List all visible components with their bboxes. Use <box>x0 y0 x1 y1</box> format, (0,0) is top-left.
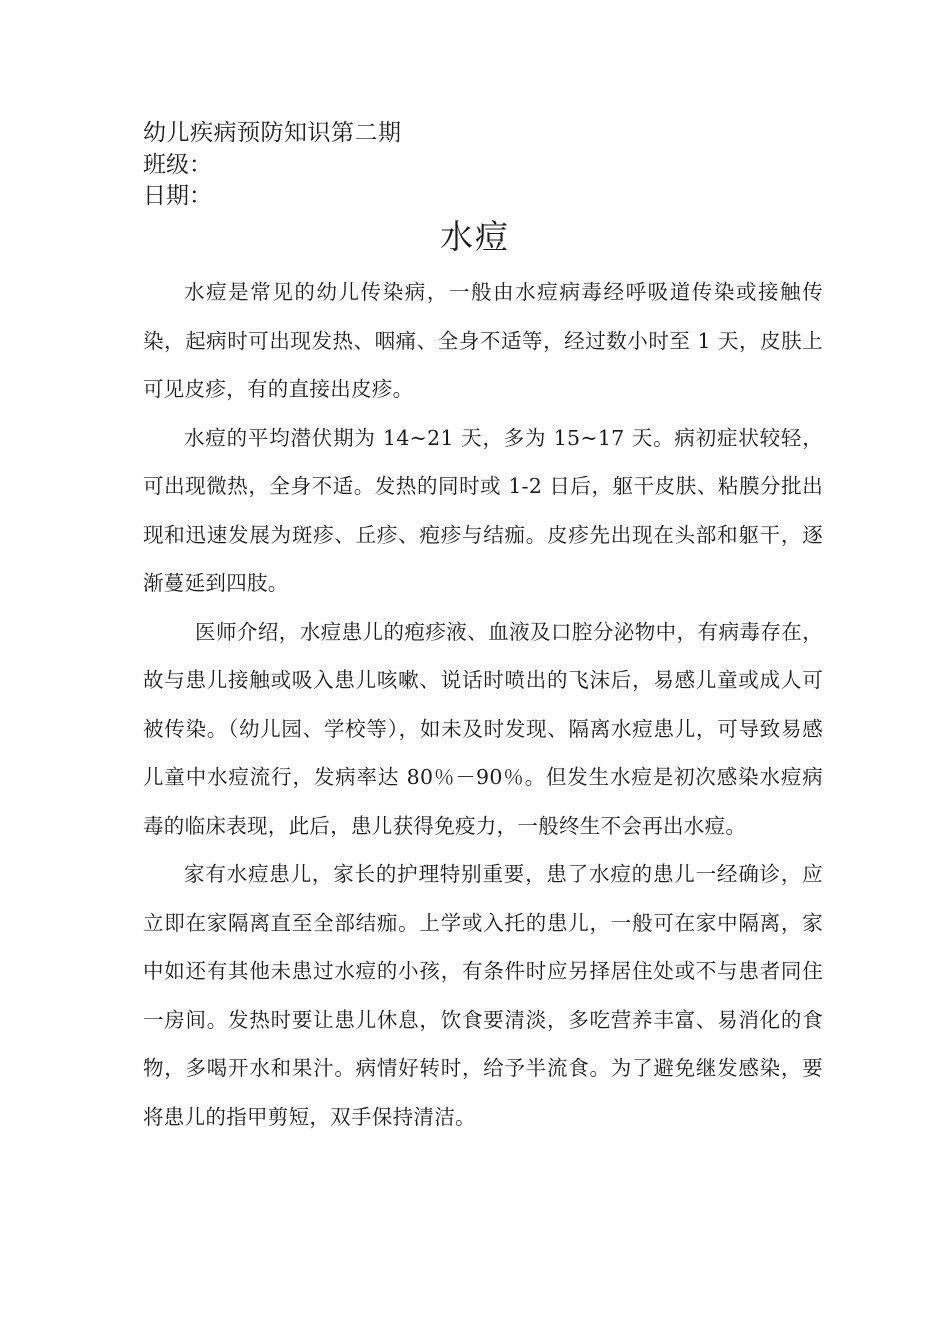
paragraph-1: 水痘是常见的幼儿传染病，一般由水痘病毒经呼吸道传染或接触传染，起病时可出现发热、咽痛、全身不适等，经过数小时至 1 天，皮肤上可见皮疹，有的直接出皮疹。 <box>143 280 823 401</box>
paragraph-2: 水痘的平均潜伏期为 14~21 天，多为 15~17 天。病初症状较轻，可出现微热，全身不适。发热的同时或 1-2 日后，躯干皮肤、粘膜分批出现和迅速发展为斑疹、丘疹、疱疹与结痂。皮疹先出现在头部和躯干，逐渐蔓延到四肢。 <box>143 425 823 595</box>
paragraph-3: 医师介绍，水痘患儿的疱疹液、血液及口腔分泌物中，有病毒存在，故与患儿接触或吸入患儿咳嗽、说话时喷出的飞沫后，易感儿童或成人可被传染。（幼儿园、学校等），如未及时发现、隔离水痘患儿，可导致易感儿童中水痘流行，发病率达 80％－90％。但发生水痘是初次感染水痘病毒的临床表现，此后，患儿获得免疫力，一般终生不会再出水痘。 <box>143 619 823 838</box>
series-title: 幼儿疾病预防知识第二期 <box>143 120 402 146</box>
class-label: 班级： <box>143 152 212 178</box>
date-label: 日期： <box>143 183 212 209</box>
paragraph-4: 家有水痘患儿，家长的护理特别重要，患了水痘的患儿一经确诊，应立即在家隔离直至全部结痂。上学或入托的患儿，一般可在家中隔离，家中如还有其他未患过水痘的小孩，有条件时应另择居住处或不与患者同住一房间。发热时要让患儿休息，饮食要清淡，多吃营养丰富、易消化的食物，多喝开水和果汁。病情好转时，给予半流食。为了避免继发感染，要将患儿的指甲剪短，双手保持清洁。 <box>143 862 823 1129</box>
document-header <box>143 116 823 212</box>
article-title: 水痘 <box>440 217 510 256</box>
article-body <box>143 268 823 1141</box>
